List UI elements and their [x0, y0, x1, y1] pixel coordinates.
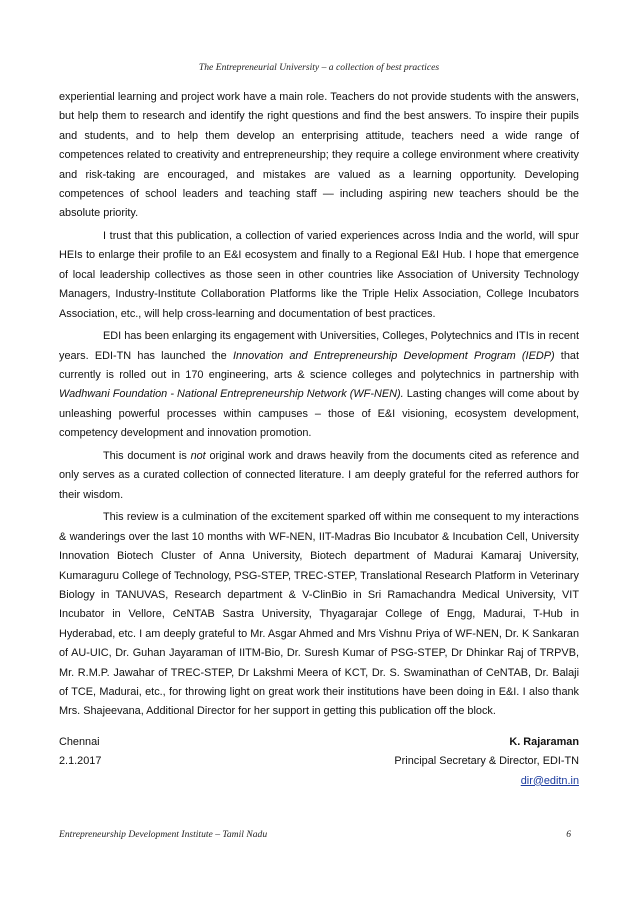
paragraph-4-text-c: original work and draws heavily from the documents cited as reference and only serves as a curated collection of connected literature. I am deeply grateful for the referred authors for their wisdom. — [59, 449, 579, 501]
iedp-program-name: Innovation and Entrepreneurship Development Program (IEDP) — [232, 349, 555, 362]
document-body — [59, 88, 579, 722]
signature-block — [59, 733, 579, 791]
paragraph-5: This review is a culmination of the excitement sparked off within me consequent to my interactions & wanderings over the last 10 months with WF-NEN, IIT-Madras Bio Incubator & Incubation Cell, University Innovation Biotech Cluster of Anna University, Biotech department of Madurai Kamaraj University, Kumaraguru College of Technology, PSG-STEP, TREC-STEP, Translational Research Platform in Veterinary Biology in TANUVAS, Research department & V-ClinBio in Sri Ramachandra Medical University, VIT Incubator in Vellore, CeNTAB Sastra University, Thyagarajar College of Engg, Madurai, T-Hub in Hyderabad, etc. I am deeply grateful to Mr. Asgar Ahmed and Mrs Vishnu Priya of WF-NEN, Dr. K Sankaran of AU-UIC, Dr. Guhan Jayaraman of IITM-Bio, Dr. Suresh Kumar of PSG-STEP, Dr Dhinkar Raj of TRPVB, Mr. R.M.P. Jawahar of TREC-STEP, Dr Lakshmi Meera of KCT, Dr. S. Swaminathan of CeNTAB, Dr. Balaji of TCE, Madurai, etc., for throwing light on great work their institutions have been doing in E&I. I also thank Mrs. Shajeevana, Additional Director for her support in getting this publication off the block. — [59, 511, 579, 718]
running-header: The Entrepreneurial University – a collection of best practices — [198, 62, 440, 73]
paragraph-3-text-e: Lasting changes will come about by unleashing powerful processes within campuses – those of E&I visioning, ecosystem development, competency development and innovation promotion. — [59, 388, 579, 440]
emphasis-not: not — [190, 449, 206, 462]
footer-institute: Entrepreneurship Development Institute – Tamil Nadu — [59, 829, 268, 840]
page-number: 6 — [566, 829, 571, 840]
paragraph-2: I trust that this publication, a collection of varied experiences across India and the world, will spur HEIs to enlarge their profile to an E&I ecosystem and finally to a Regional E&I Hub. I hope that emergence of local leadership collectives as those seen in other countries like Association of University Technology Managers, Industry-Institute Collaboration Platforms like the Triple Helix Association, College Incubators Association, etc., will help cross-learning and documentation of best practices. — [59, 230, 579, 320]
signature-name: K. Rajaraman — [509, 736, 579, 748]
signature-title: Principal Secretary & Director, EDI-TN — [394, 755, 579, 768]
wf-nen-partner-name: Wadhwani Foundation - National Entrepreneurship Network (WF-NEN). — [59, 388, 404, 401]
signature-place: Chennai — [59, 736, 100, 748]
signature-email-link[interactable]: dir@editn.in — [520, 774, 579, 787]
signature-date: 2.1.2017 — [59, 755, 102, 768]
paragraph-3-text-c: that currently is rolled out in 170 engineering, arts & science colleges and polytechnics in partnership with — [59, 349, 579, 382]
paragraph-4 — [59, 447, 579, 505]
paragraph-1: experiential learning and project work have a main role. Teachers do not provide students with the answers, but help them to research and identify the right questions and find the best answers. To inspire their pupils and students, and to help them develop an enterprising attitude, teachers need a wide range of competences related to creativity and entrepreneurship; they require a college environment where creativity and risk-taking are encouraged, and mistakes are valued as a learning opportunity. Developing competences of school leaders and teaching staff — including aspiring new teachers should be the absolute priority. — [59, 91, 579, 220]
paragraph-3 — [59, 327, 579, 443]
paragraph-4-text-a: This document is — [103, 449, 191, 462]
paragraph-3-text-a: EDI has been enlarging its engagement with Universities, Colleges, Polytechnics and ITIs in recent years. EDI-TN has launched the — [59, 330, 579, 362]
page-footer — [59, 829, 579, 840]
